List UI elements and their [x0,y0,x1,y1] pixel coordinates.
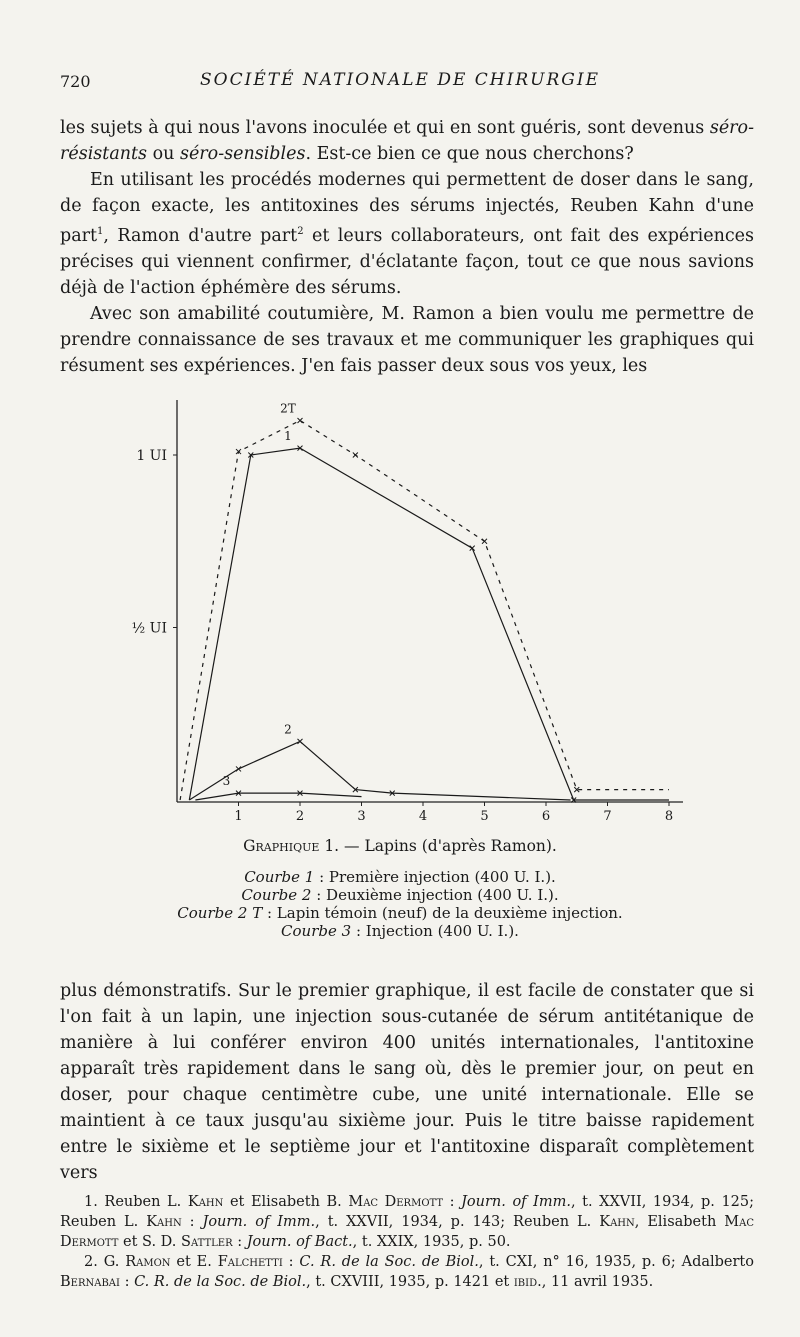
series-label: 2 [284,722,292,737]
y-tick-label: ½ UI [131,620,167,637]
paragraph-2: En utilisant les procédés modernes qui permettent de doser dans le sang, de façon exacte, les antitoxines des sérums injectés, Reuben Kahn d'une part$^1$, Ramon d'autre part$^2$ et leurs collaborateurs, ont fait des expériences précises qui viennent confirmer, d'éclatante façon, tout ce que nous savions déjà de l'action éphémère des sérums. [60,170,754,298]
legend-entry: Courbe 2 T : Lapin témoin (neuf) de la deuxième injection. [177,904,623,922]
data-point [298,739,303,744]
x-tick-label: 8 [664,809,674,824]
chart-axes [132,400,683,824]
figure-legend [0,868,800,940]
x-tick-label: 7 [603,809,612,824]
x-tick-label: 3 [357,809,366,824]
page-number: 720 [60,72,91,91]
x-tick-label: 6 [541,809,551,824]
footnote-2: 2. G. Ramon et E. Falchetti : C. R. de la Soc. de Biol., t. CXI, n° 16, 1935, p. 6; Adalberto Bernabai : C. R. de la Soc. de Biol., t. CXVIII, 1935, p. 1421 et ibid., 11 avril 1935. [60,1254,754,1290]
chart-marks [180,402,669,803]
footnote-ref-2: 2 [297,226,304,237]
y-tick-label: 1 UI [136,448,167,464]
data-point [353,453,358,458]
x-tick-label: 5 [480,809,489,824]
bottom-text [60,978,754,1186]
legend-entry: Courbe 2 : Deuxième injection (400 U. I.). [241,886,559,904]
legend-entry: Courbe 1 : Première injection (400 U. I.). [244,868,556,886]
footnote-1: 1. Reuben L. Kahn et Elisabeth B. Mac Dermott : Journ. of Imm., t. XXVII, 1934, p. 125; Reuben L. Kahn : Journ. of Imm., t. XXVII, 1934, p. 143; Reuben L. Kahn, Elisabeth Mac Dermott et S. D. Sattler : Journ. of Bact., t. XXIX, 1935, p. 50. [60,1194,755,1250]
series-line-2 [189,741,570,800]
data-point [482,539,487,544]
paragraph-3: Avec son amabilité coutumière, M. Ramon a bien voulu me permettre de prendre connaissance de ses travaux et me communiquer les graphiques qui résument ses expériences. J'en fais passer deux sous vos yeux, les [60,303,754,376]
paragraph-1: les sujets à qui nous l'avons inoculée et qui en sont guéris, sont devenus séro-résistants ou séro-sensibles. Est-ce bien ce que nous cherchons? [60,118,754,164]
footnote-ref-1: 1 [97,226,104,237]
series-label: 3 [222,774,231,789]
x-tick-label: 2 [295,809,305,824]
series-label: 2T [280,401,296,416]
series-line-3 [195,793,361,800]
paragraph-4: plus démonstratifs. Sur le premier graphique, il est facile de constater que si l'on fait à un lapin, une injection sous-cutanée de sérum antitétanique de manière à lui conférer environ 400 unités internationales, l'antitoxine apparaît très rapidement dans le sang où, dès le premier jour, on peut en doser, pour chaque centimètre cube, une unité internationale. Elle se maintient à ce taux jusqu'au sixième jour. Puis le titre baisse rapidement entre le sixième et le septième jour et l'antitoxine disparaît complètement vers [60,981,754,1183]
running-title: SOCIÉTÉ NATIONALE DE CHIRURGIE [200,70,600,90]
figure-caption: Graphique 1. — Lapins (d'après Ramon). [243,837,557,855]
data-point [298,418,303,423]
legend-entry: Courbe 3 : Injection (400 U. I.). [281,922,519,940]
x-tick-label: 4 [418,809,428,824]
footnotes [60,1192,754,1292]
series-line-1 [189,448,669,800]
series-label: 1 [284,429,292,444]
data-point [470,546,475,551]
top-text [60,115,754,379]
chart [0,395,800,835]
data-point [236,766,241,771]
series-line-2t [180,421,669,801]
x-tick-label: 1 [234,809,243,824]
